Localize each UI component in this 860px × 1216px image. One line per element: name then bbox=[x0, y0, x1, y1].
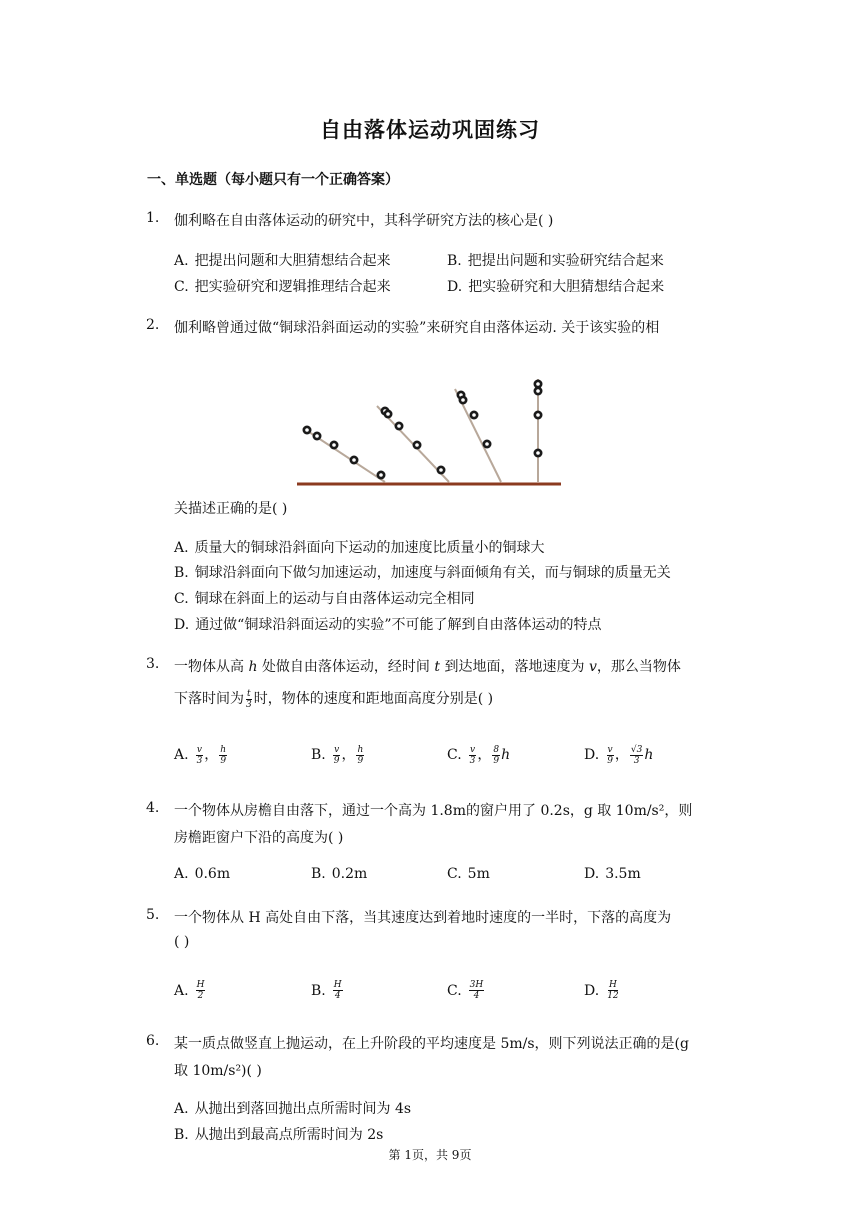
question-3-number: 3. bbox=[146, 656, 160, 672]
question-4-option-c[interactable]: C. 5m bbox=[447, 866, 490, 882]
copper-ball-highlight bbox=[379, 473, 383, 477]
question-1-number: 1. bbox=[146, 210, 160, 226]
copper-ball-highlight bbox=[386, 412, 390, 416]
question-6-option-a[interactable]: A. 从抛出到落回抛出点所需时间为 4s bbox=[174, 1101, 412, 1117]
question-6-text-line-1: 某一质点做竖直上抛运动，在上升阶段的平均速度是 5m/s，则下列说法正确的是(g bbox=[174, 1036, 689, 1052]
copper-ball-highlight bbox=[536, 382, 540, 386]
question-5-text-line-2: ( ) bbox=[174, 934, 190, 950]
question-5-option-b[interactable]: B. $\frac{H}{4}$ bbox=[311, 980, 342, 1001]
question-3-option-c[interactable]: C. $\frac{v}{3}$ ， $\frac{8}{9}$ h bbox=[447, 744, 511, 766]
question-6-option-b[interactable]: B. 从抛出到最高点所需时间为 2s bbox=[174, 1127, 384, 1143]
fraction-t-over-3: $\frac{t}{3}$ bbox=[246, 688, 252, 710]
copper-ball-highlight bbox=[485, 442, 489, 446]
question-3-option-d[interactable]: D. $\frac{v}{9}$ ， $\frac{√3}{3}$ h bbox=[584, 744, 654, 766]
question-2-text-line-1: 伽利略曾通过做“铜球沿斜面运动的实验”来研究自由落体运动. 关于该实验的相 bbox=[174, 320, 660, 336]
question-5-number: 5. bbox=[146, 907, 160, 923]
question-4-option-b[interactable]: B. 0.2m bbox=[311, 866, 368, 882]
copper-ball-highlight bbox=[536, 413, 540, 417]
question-3-text-line-1: 一物体从高 h 处做自由落体运动，经时间 t 到达地面，落地速度为 v，那么当物体 bbox=[174, 659, 681, 675]
copper-ball-highlight bbox=[415, 443, 419, 447]
question-1-option-a[interactable]: A. 把提出问题和大胆猜想结合起来 bbox=[174, 253, 391, 269]
question-2-number: 2. bbox=[146, 317, 160, 333]
copper-ball-highlight bbox=[461, 398, 465, 402]
question-1-option-c[interactable]: C. 把实验研究和逻辑推理结合起来 bbox=[174, 279, 391, 295]
question-5-option-a[interactable]: A. $\frac{H}{2}$ bbox=[174, 980, 205, 1001]
question-5-text-line-1: 一个物体从 H 高处自由下落，当其速度达到着地时速度的一半时，下落的高度为 bbox=[174, 910, 672, 926]
question-2-option-b[interactable]: B. 铜球沿斜面向下做匀加速运动，加速度与斜面倾角有关，而与铜球的质量无关 bbox=[174, 565, 671, 581]
question-2-text-line-2: 关描述正确的是( ) bbox=[174, 501, 288, 517]
copper-ball-highlight bbox=[305, 428, 309, 432]
question-1-text: 伽利略在自由落体运动的研究中，其科学研究方法的核心是( ) bbox=[174, 213, 554, 229]
question-4-number: 4. bbox=[146, 800, 160, 816]
inclined-plane-experiment-figure bbox=[295, 373, 565, 491]
question-2-option-a[interactable]: A. 质量大的铜球沿斜面向下运动的加速度比质量小的铜球大 bbox=[174, 540, 545, 556]
question-3-option-a[interactable]: A. $\frac{v}{3}$ ， $\frac{h}{9}$ bbox=[174, 744, 227, 766]
question-3-option-b[interactable]: B. $\frac{v}{9}$ ， $\frac{h}{9}$ bbox=[311, 744, 364, 766]
copper-balls bbox=[303, 380, 543, 480]
question-2-option-c[interactable]: C. 铜球在斜面上的运动与自由落体运动完全相同 bbox=[174, 591, 475, 607]
question-4-option-a[interactable]: A. 0.6m bbox=[174, 866, 231, 882]
question-5-option-c[interactable]: C. $\frac{3H}{4}$ bbox=[447, 980, 484, 1001]
question-4-text-line-2: 房檐距窗户下沿的高度为( ) bbox=[174, 830, 344, 846]
question-6-text-line-2: 取 10m/s²)( ) bbox=[174, 1063, 262, 1079]
question-4-text-line-1: 一个物体从房檐自由落下，通过一个高为 1.8m的窗户用了 0.2s，g 取 10m/s²，则 bbox=[174, 803, 693, 819]
question-3-text-line-2: 下落时间为 $\frac{t}{3}$ 时，物体的速度和距地面高度分别是( ) bbox=[174, 688, 494, 710]
question-1-option-b[interactable]: B. 把提出问题和实验研究结合起来 bbox=[447, 253, 664, 269]
copper-ball-highlight bbox=[472, 413, 476, 417]
section-heading: 一、单选题（每小题只有一个正确答案） bbox=[147, 172, 399, 188]
question-1-option-d[interactable]: D. 把实验研究和大胆猜想结合起来 bbox=[447, 279, 665, 295]
question-4-option-d[interactable]: D. 3.5m bbox=[584, 866, 641, 882]
copper-ball-highlight bbox=[332, 443, 336, 447]
copper-ball-highlight bbox=[536, 451, 540, 455]
copper-ball-highlight bbox=[439, 468, 443, 472]
question-6-number: 6. bbox=[146, 1033, 160, 1049]
copper-ball-highlight bbox=[352, 458, 356, 462]
copper-ball-highlight bbox=[536, 389, 540, 393]
page-footer: 第 1页，共 9页 bbox=[388, 1148, 472, 1162]
page-title: 自由落体运动巩固练习 bbox=[320, 118, 540, 142]
question-5-option-d[interactable]: D. $\frac{H}{12}$ bbox=[584, 980, 619, 1001]
copper-ball-highlight bbox=[315, 434, 319, 438]
copper-ball-highlight bbox=[397, 424, 401, 428]
question-2-option-d[interactable]: D. 通过做“铜球沿斜面运动的实验”不可能了解到自由落体运动的特点 bbox=[174, 617, 602, 633]
